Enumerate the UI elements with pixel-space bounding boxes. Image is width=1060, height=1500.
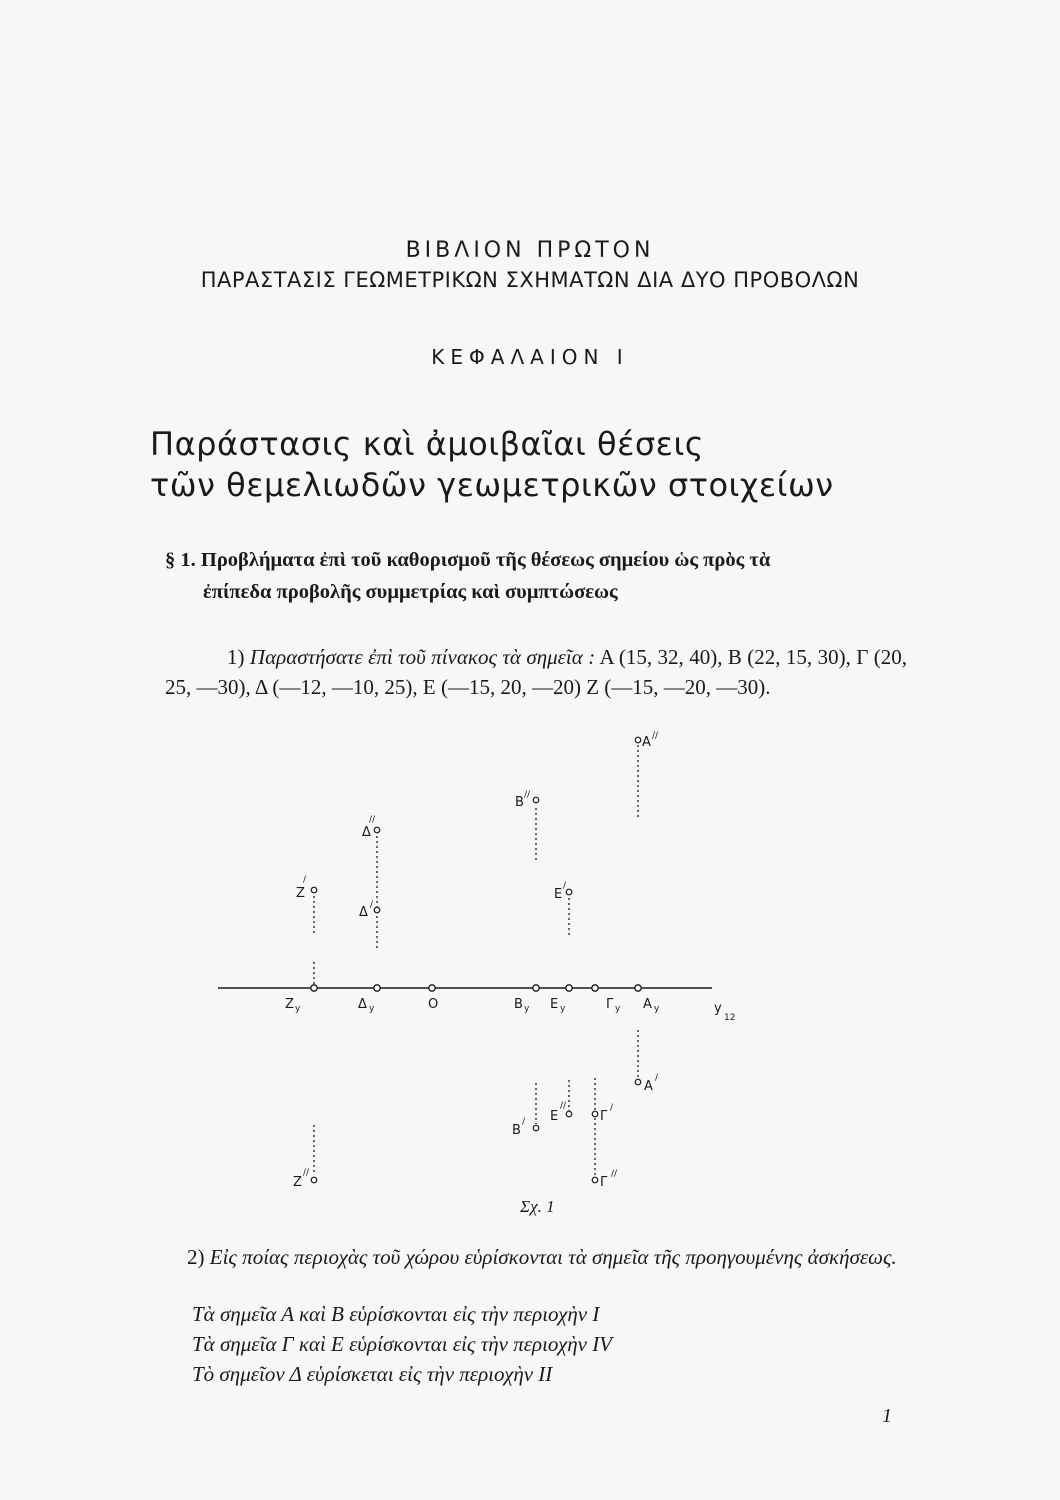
label-Zy: Z	[285, 997, 294, 1012]
label-By-sub: y	[524, 1004, 530, 1014]
answer-2: Τὰ σημεῖα Γ καὶ Ε εὑρίσκονται εἰς τὴν περιοχὴν IV	[192, 1332, 613, 1356]
lower-point-markers	[311, 1079, 641, 1183]
label-E-first: E	[554, 887, 563, 902]
exercise-1-lead: Παραστήσατε ἐπὶ τοῦ πίνακος τὰ σημεῖα :	[249, 645, 596, 669]
axis-label-sub: 12	[724, 1013, 736, 1023]
figure-caption: Σχ. 1	[520, 1197, 555, 1216]
svg-text:/: /	[655, 1073, 659, 1083]
exercise-1-prefix: 1)	[227, 645, 245, 669]
svg-text://: //	[652, 731, 659, 741]
chapter-title-line2: τῶν θεμελιωδῶν γεωμετρικῶν στοιχείων	[150, 466, 834, 504]
svg-text:/: /	[303, 875, 307, 885]
chapter-title-line1: Παράστασις καὶ ἀμοιβαῖαι θέσεις	[150, 425, 705, 463]
svg-text://: //	[524, 790, 531, 800]
label-Z-first: Z	[296, 886, 305, 901]
upper-point-markers	[311, 737, 641, 913]
label-A-second: A	[642, 735, 651, 750]
svg-text:/: /	[370, 900, 374, 910]
label-D-first: Δ	[359, 905, 368, 920]
exercise-2-text	[165, 1242, 907, 1272]
label-B-first: B	[512, 1123, 521, 1138]
book-title: ΒΙΒΛΙΟΝ ΠΡΩΤΟΝ	[405, 238, 655, 263]
section-number: § 1.	[165, 549, 196, 571]
answer-1: Τὰ σημεῖα Α καὶ Β εὑρίσκονται εἰς τὴν περιοχὴν Ι	[192, 1302, 600, 1326]
label-Ay-sub: y	[654, 1004, 660, 1014]
section-title-line1: Προβλήματα ἐπὶ τοῦ καθορισμοῦ τῆς θέσεως σημείου ὡς πρὸς τὰ	[200, 549, 771, 571]
svg-text://: //	[560, 1101, 567, 1111]
label-A-first: A	[644, 1079, 653, 1094]
label-G-second: Γ	[600, 1175, 608, 1190]
label-Gy: Γ	[606, 997, 614, 1012]
book-subtitle: ΠΑΡΑΣΤΑΣΙΣ ΓΕΩΜΕΤΡΙΚΩΝ ΣΧΗΜΑΤΩΝ ΔΙΑ ΔΥΟ ΠΡΟΒΟΛΩΝ	[200, 268, 860, 292]
label-Ay: A	[643, 997, 652, 1012]
svg-text:/: /	[522, 1117, 526, 1127]
chapter-heading: ΚΕΦΑΛΑΙΟΝ Ι	[431, 345, 629, 369]
projection-lines	[314, 740, 638, 1178]
label-D-second: Δ	[362, 825, 371, 840]
label-Zy-sub: y	[295, 1004, 301, 1014]
label-Ey: E	[550, 997, 559, 1012]
label-B-second: B	[515, 795, 524, 810]
label-Ey-sub: y	[560, 1004, 566, 1014]
page-number: 1	[882, 1405, 892, 1427]
label-Z-second: Z	[293, 1175, 302, 1190]
svg-text://: //	[369, 815, 376, 825]
svg-text:/: /	[563, 881, 567, 891]
section-title-line2: ἐπίπεδα προβολῆς συμμετρίας καὶ συμπτώσεως	[203, 581, 618, 603]
label-Gy-sub: y	[615, 1004, 621, 1014]
label-G-first: Γ	[600, 1109, 608, 1124]
label-O: O	[428, 997, 439, 1012]
label-E-second: E	[550, 1109, 559, 1124]
exercise-1-points: Α (15, 32, 40), Β (22, 15, 30), Γ (20, 25, —30), Δ (—12, —10, 25), Ε (—15, 20, —20) Ζ (—15, —20, —30).	[165, 645, 908, 699]
exercise-2-question: Εἰς ποίας περιοχὰς τοῦ χώρου εὑρίσκονται τὰ σημεῖα τῆς προηγουμένης ἀσκήσεως.	[209, 1245, 897, 1269]
svg-text://: //	[303, 1168, 310, 1178]
axis-label: y	[714, 1001, 722, 1016]
label-Dy-sub: y	[369, 1004, 375, 1014]
svg-text:/: /	[610, 1103, 614, 1113]
answer-3: Τὸ σημεῖον Δ εὑρίσκεται εἰς τὴν περιοχὴν ΙΙ	[192, 1362, 553, 1386]
exercise-2-prefix: 2)	[187, 1245, 205, 1269]
label-Dy: Δ	[358, 997, 367, 1012]
svg-text://: //	[611, 1169, 618, 1179]
label-By: B	[514, 997, 523, 1012]
